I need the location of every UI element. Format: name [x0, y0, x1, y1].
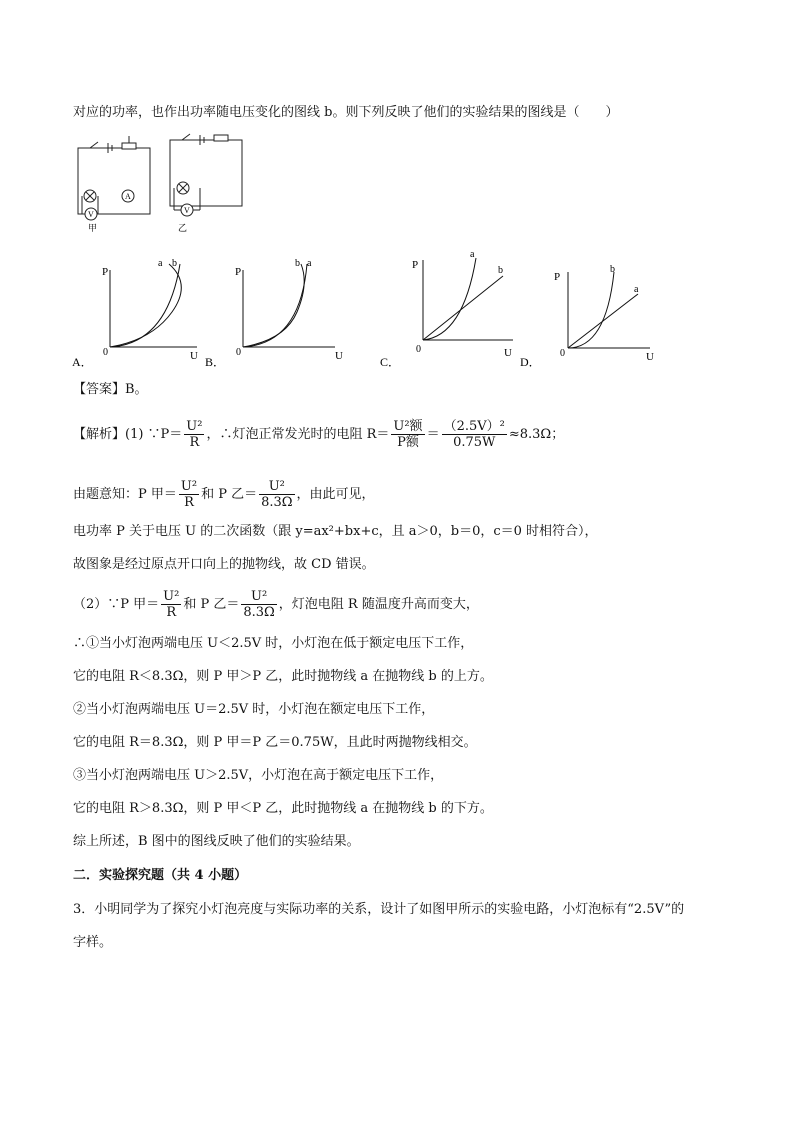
axis-label-p-b: P [235, 266, 242, 278]
section-heading: 二．实验探究题（共 4 小题） [73, 868, 248, 883]
origin-label-b: 0 [236, 347, 241, 358]
option-label-a: A． [72, 355, 93, 369]
analysis-line-8: ②当小灯泡两端电压 U＝2.5V 时，小灯泡在额定电压下工作， [73, 702, 435, 717]
axis-label-p-d: P [554, 271, 561, 283]
axis-label-p-c: P [412, 259, 419, 271]
curve-label-a2: b [172, 258, 177, 269]
analysis-line-9: 它的电阻 R＝8.3Ω，则 P 甲＝P 乙＝0.75W，且此时两抛物线相交。 [73, 735, 477, 750]
origin-label-c: 0 [416, 344, 421, 355]
curve-label-b2: a [307, 258, 312, 269]
question-3-line-2: 字样。 [73, 935, 113, 950]
curve-label-b1: b [295, 258, 300, 269]
circuit-jia-label: 甲 [88, 223, 98, 233]
analysis-line-7: 它的电阻 R＜8.3Ω，则 P 甲＞P 乙，此时抛物线 a 在抛物线 b 的上方。 [73, 669, 493, 684]
origin-label-d: 0 [560, 348, 565, 359]
analysis-line-11: 它的电阻 R＞8.3Ω，则 P 甲＜P 乙，此时抛物线 a 在抛物线 b 的下方。 [73, 801, 493, 816]
answer: 【答案】B。 [73, 382, 148, 397]
analysis-line-6: ∴①当小灯泡两端电压 U＜2.5V 时，小灯泡在低于额定电压下工作， [73, 636, 474, 651]
curve-label-d2: a [634, 284, 639, 295]
voltmeter-label-yi: V [184, 206, 190, 215]
axis-label-p-a: P [102, 266, 109, 278]
ammeter-label: A [125, 192, 131, 201]
circuit-yi-label: 乙 [178, 223, 188, 233]
curve-label-d1: b [610, 264, 615, 275]
axis-label-u-c: U [504, 347, 512, 359]
option-label-d: D． [520, 355, 541, 369]
circuit-diagrams [70, 130, 250, 235]
curve-label-c2: b [498, 265, 503, 276]
voltmeter-label-jia: V [88, 210, 94, 219]
curve-label-a1: a [158, 258, 163, 269]
analysis-line-10: ③当小灯泡两端电压 U＞2.5V，小灯泡在高于额定电压下工作， [73, 768, 444, 783]
question-3-line-1: 3．小明同学为了探究小灯泡亮度与实际功率的关系，设计了如图甲所示的实验电路，小灯泡标有“2.5V”的 [73, 902, 685, 917]
graph-option-a [72, 252, 207, 370]
axis-label-u-a: U [190, 350, 198, 362]
origin-label-a: 0 [103, 347, 108, 358]
analysis-line-1: 【解析】(1) ∵P＝ $\frac{\text{U²}}{R}$ ，∴灯泡正常发光时的电阻 R＝ $\frac{\text{U²额}}{\text{P额}}$ ＝ $\frac{\text{（2.5V）²}}{0.75W}$ ≈8.3Ω； [73, 419, 565, 450]
question-stem-tail: 对应的功率，也作出功率随电压变化的图线 b。则下列反映了他们的实验结果的图线是（ ） [73, 105, 619, 120]
curve-label-c1: a [470, 249, 475, 260]
graph-option-c [378, 248, 518, 370]
analysis-line-12: 综上所述，B 图中的图线反映了他们的实验结果。 [73, 834, 360, 849]
analysis-line-3: 电功率 P 关于电压 U 的二次函数（跟 y=ax²+bx+c，且 a＞0，b＝0，c＝0 时相符合）， [73, 524, 598, 539]
graph-option-b [205, 252, 350, 370]
axis-label-u-d: U [646, 351, 654, 363]
axis-label-u-b: U [335, 350, 343, 362]
graph-option-d [518, 258, 658, 370]
analysis-line-2: 由题意知：P 甲＝ $\frac{\text{U²}}{R}$ 和 P 乙＝ $\frac{\text{U²}}{8.3\Omega}$ ，由此可见， [73, 479, 375, 510]
option-label-b: B． [205, 355, 226, 369]
analysis-line-4: 故图象是经过原点开口向上的抛物线，故 CD 错误。 [73, 557, 375, 572]
option-label-c: C． [380, 355, 401, 369]
analysis-line-5: （2）∵P 甲＝ $\frac{\text{U²}}{R}$ 和 P 乙＝ $\frac{\text{U²}}{8.3\Omega}$ ，灯泡电阻 R 随温度升高而变大， [73, 589, 479, 620]
